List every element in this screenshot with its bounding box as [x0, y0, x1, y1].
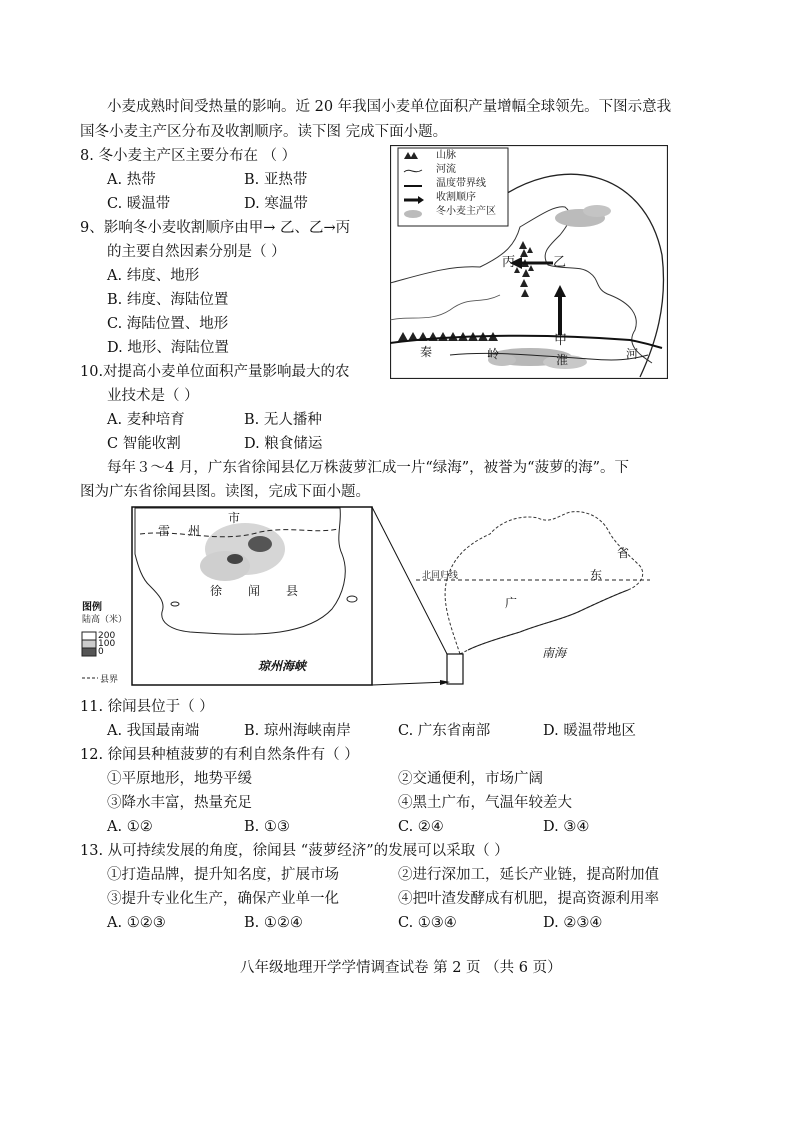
q12-option-d[interactable]: D. ③④: [543, 819, 590, 835]
q13-statement-2: ②进行深加工，延长产业链，提高附加值: [398, 867, 659, 883]
legend2-value-100: 100: [98, 639, 116, 649]
intro2-line-2: 图为广东省徐闻县图。读图，完成下面小题。: [80, 484, 370, 500]
label-bing: 丙: [502, 255, 516, 270]
q12-option-b[interactable]: B. ①③: [244, 819, 290, 835]
q9-option-a[interactable]: A. 纬度、地形: [107, 268, 200, 284]
label-qin: 秦: [420, 345, 433, 359]
q9-stem-1: 9、影响冬小麦收割顺序由甲→ 乙、乙→丙: [80, 220, 351, 236]
q9-option-c[interactable]: C. 海陆位置、地形: [107, 316, 229, 332]
legend2-sub: 陆高（米）: [82, 615, 128, 625]
legend-temp-boundary: 温度带界线: [436, 178, 486, 189]
label-zhou: 州: [188, 524, 201, 538]
q8-option-d[interactable]: D. 寒温带: [244, 196, 308, 212]
wheat-map: [390, 145, 668, 379]
q11-option-d[interactable]: D. 暖温带地区: [543, 723, 636, 739]
legend2-border: 县界: [100, 675, 119, 685]
label-qiongzhou-strait: 琼州海峡: [258, 659, 307, 673]
q9-stem-2: 的主要自然因素分别是（ ）: [107, 244, 286, 260]
q10-stem-2: 业技术是（ ）: [107, 388, 199, 404]
q13-option-d[interactable]: D. ②③④: [543, 915, 603, 931]
label-ling: 岭: [487, 347, 500, 361]
q9-option-b[interactable]: B. 纬度、海陆位置: [107, 292, 229, 308]
label-dong: 东: [590, 568, 603, 582]
q13-option-b[interactable]: B. ①②④: [244, 915, 303, 931]
label-shi: 市: [228, 511, 241, 525]
q10-option-a[interactable]: A. 麦种培育: [107, 412, 185, 428]
legend2-value-200: 200: [98, 631, 116, 641]
intro-line-2: 国冬小麦主产区分布及收割顺序。读下图 完成下面小题。: [80, 124, 448, 140]
label-xian: 县: [286, 584, 299, 598]
legend-river: 河流: [436, 164, 456, 175]
label-wen: 闻: [248, 584, 261, 598]
label-nanhai: 南海: [542, 646, 567, 660]
legend2-title: 图例: [82, 602, 102, 613]
q10-stem-1: 10.对提高小麦单位面积产量影响最大的农: [80, 364, 350, 380]
xuwen-map: [80, 504, 652, 690]
q11-option-b[interactable]: B. 琼州海峡南岸: [244, 723, 351, 739]
q8-stem: 8. 冬小麦主产区主要分布在 （ ）: [80, 148, 297, 164]
page-footer: 八年级地理开学学情调查试卷 第 2 页 （共 6 页）: [240, 960, 562, 976]
label-yi: 乙: [553, 255, 567, 270]
label-guang: 广: [505, 596, 518, 610]
q12-option-c[interactable]: C. ②④: [398, 819, 444, 835]
q11-stem: 11. 徐闻县位于（ ）: [80, 699, 214, 715]
label-jia: 甲: [554, 333, 568, 348]
q10-option-b[interactable]: B. 无人播种: [244, 412, 322, 428]
legend-mountain: 山脉: [436, 150, 456, 161]
q13-stem: 13. 从可持续发展的角度，徐闻县 “菠萝经济”的发展可以采取（ ）: [80, 843, 509, 859]
intro2-line-1: 每年３～4 月，广东省徐闻县亿万株菠萝汇成一片“绿海”，被誉为“菠萝的海”。下: [107, 460, 629, 476]
q8-option-a[interactable]: A. 热带: [107, 172, 156, 188]
q13-statement-4: ④把叶渣发酵成有机肥，提高资源利用率: [398, 891, 659, 907]
label-xu: 徐: [210, 584, 223, 598]
q12-statement-4: ④黑土广布，气温年较差大: [398, 795, 572, 811]
q11-option-a[interactable]: A. 我国最南端: [107, 723, 200, 739]
legend-wheat-area: 冬小麦主产区: [436, 206, 496, 217]
label-he: 河: [626, 347, 639, 361]
intro-line-1: 小麦成熟时间受热量的影响。近 20 年我国小麦单位面积产量增幅全球领先。下图示意我: [107, 99, 672, 115]
q12-option-a[interactable]: A. ①②: [107, 819, 153, 835]
legend2-value-0: 0: [98, 647, 104, 657]
q13-statement-1: ①打造品牌，提升知名度，扩展市场: [107, 867, 339, 883]
q13-statement-3: ③提升专业化生产，确保产业单一化: [107, 891, 339, 907]
label-sheng: 省: [617, 546, 630, 560]
q9-option-d[interactable]: D. 地形、海陆位置: [107, 340, 229, 356]
q12-statement-3: ③降水丰富，热量充足: [107, 795, 252, 811]
q11-option-c[interactable]: C. 广东省南部: [398, 723, 491, 739]
label-huai: 淮: [556, 353, 569, 367]
q12-statement-1: ①平原地形，地势平缓: [107, 771, 252, 787]
legend-harvest-order: 收割顺序: [436, 192, 476, 203]
label-lei: 雷: [158, 524, 171, 538]
q8-option-b[interactable]: B. 亚热带: [244, 172, 308, 188]
q10-option-c[interactable]: C 智能收割: [107, 436, 181, 452]
q13-option-a[interactable]: A. ①②③: [107, 915, 166, 931]
q13-option-c[interactable]: C. ①③④: [398, 915, 457, 931]
label-tropic: 北回归线: [422, 571, 459, 581]
q12-statement-2: ②交通便利，市场广阔: [398, 771, 543, 787]
q12-stem: 12. 徐闻县种植菠萝的有利自然条件有（ ）: [80, 747, 359, 763]
q10-option-d[interactable]: D. 粮食储运: [244, 436, 323, 452]
q8-option-c[interactable]: C. 暖温带: [107, 196, 171, 212]
